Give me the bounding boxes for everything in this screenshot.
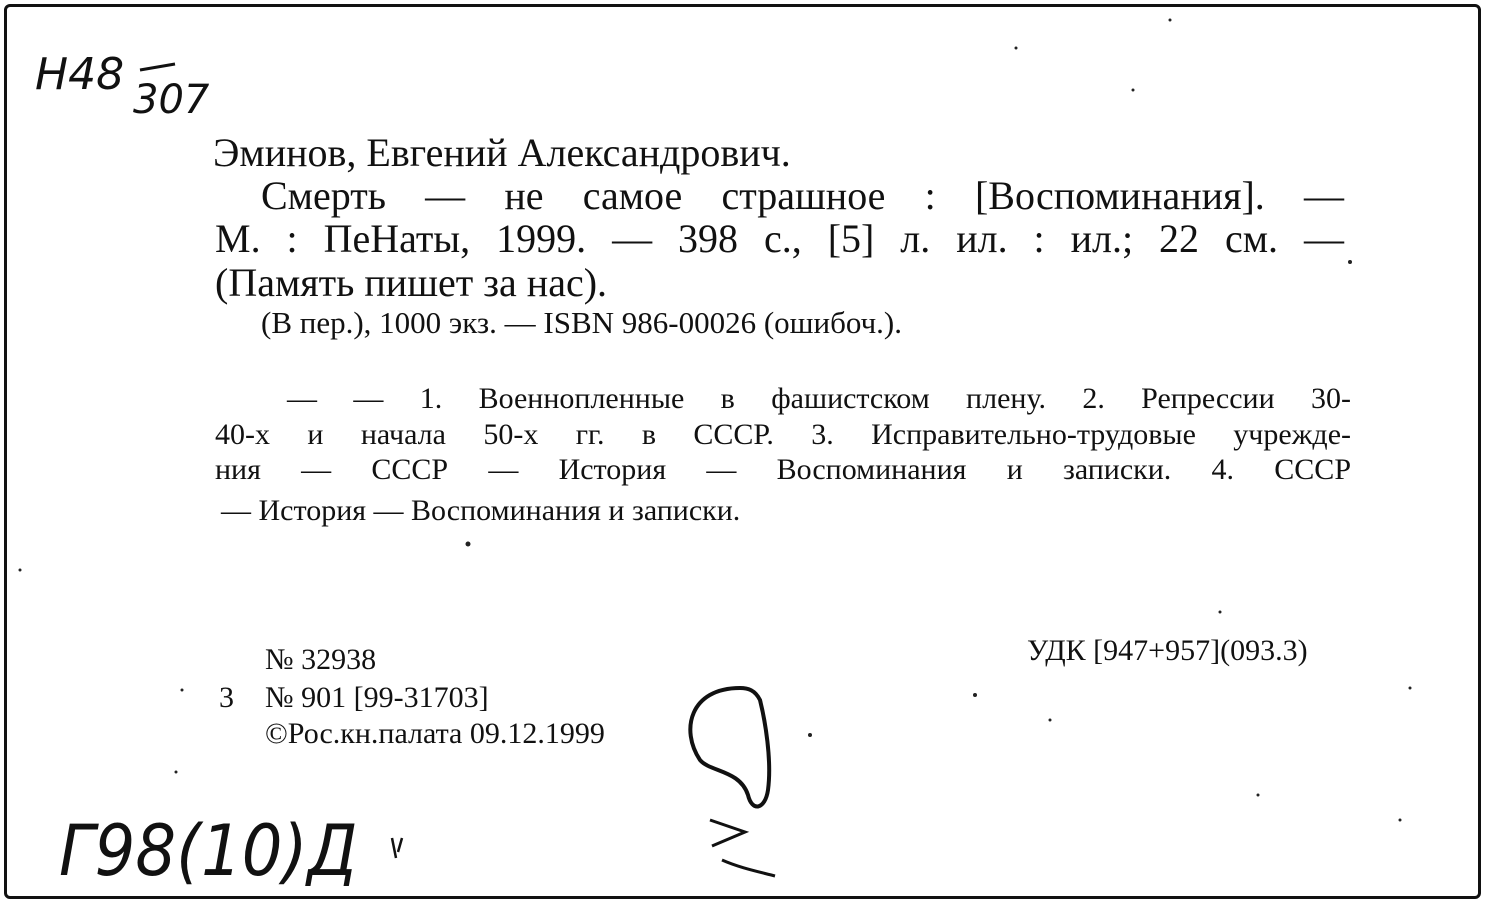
speckle-dots bbox=[19, 19, 1412, 822]
series-line: (Память пишет за нас). bbox=[215, 260, 608, 305]
fraction-bar-mark bbox=[140, 64, 175, 70]
loop-scribble bbox=[690, 688, 769, 806]
subject-line-2: 40-х и начала 50-х гг. в СССР. 3. Исправительно-трудовые учрежде- bbox=[215, 418, 1351, 451]
check-scribble bbox=[710, 820, 745, 846]
subject-line-3: ния — СССР — История — Воспоминания и записки. 4. СССР bbox=[215, 453, 1351, 486]
title-line: Смерть — не самое страшное : [Воспоминания]. — bbox=[261, 173, 1344, 218]
author-heading: Эминов, Евгений Александрович. bbox=[213, 130, 791, 175]
number-line: № 901 [99-31703] bbox=[265, 681, 489, 714]
record-number: № 32938 bbox=[265, 643, 377, 676]
prefix-digit: 3 bbox=[219, 681, 234, 714]
copyright-line: ©Рос.кн.палата 09.12.1999 bbox=[265, 717, 605, 750]
handwritten-code-main: Н48 bbox=[35, 49, 125, 100]
handwritten-code-bottom-value: Г98(10)Д bbox=[59, 811, 358, 893]
superscript-mark bbox=[392, 838, 402, 858]
subject-line-1: — — 1. Военнопленные в фашистском плену. 2. Репрессии 30- bbox=[287, 382, 1351, 415]
imprint-line: М. : ПеНаты, 1999. — 398 с., [5] л. ил. : ил.; 22 см. — bbox=[215, 216, 1344, 261]
tail-scribble bbox=[722, 860, 775, 876]
binding-isbn-line: (В пер.), 1000 экз. — ISBN 986-00026 (ошибоч.). bbox=[261, 305, 902, 340]
handwritten-fraction-value: 307 bbox=[133, 77, 210, 123]
subject-line-4: — История — Воспоминания и записки. bbox=[221, 494, 741, 527]
udc-code: УДК [947+957](093.3) bbox=[1027, 634, 1308, 667]
